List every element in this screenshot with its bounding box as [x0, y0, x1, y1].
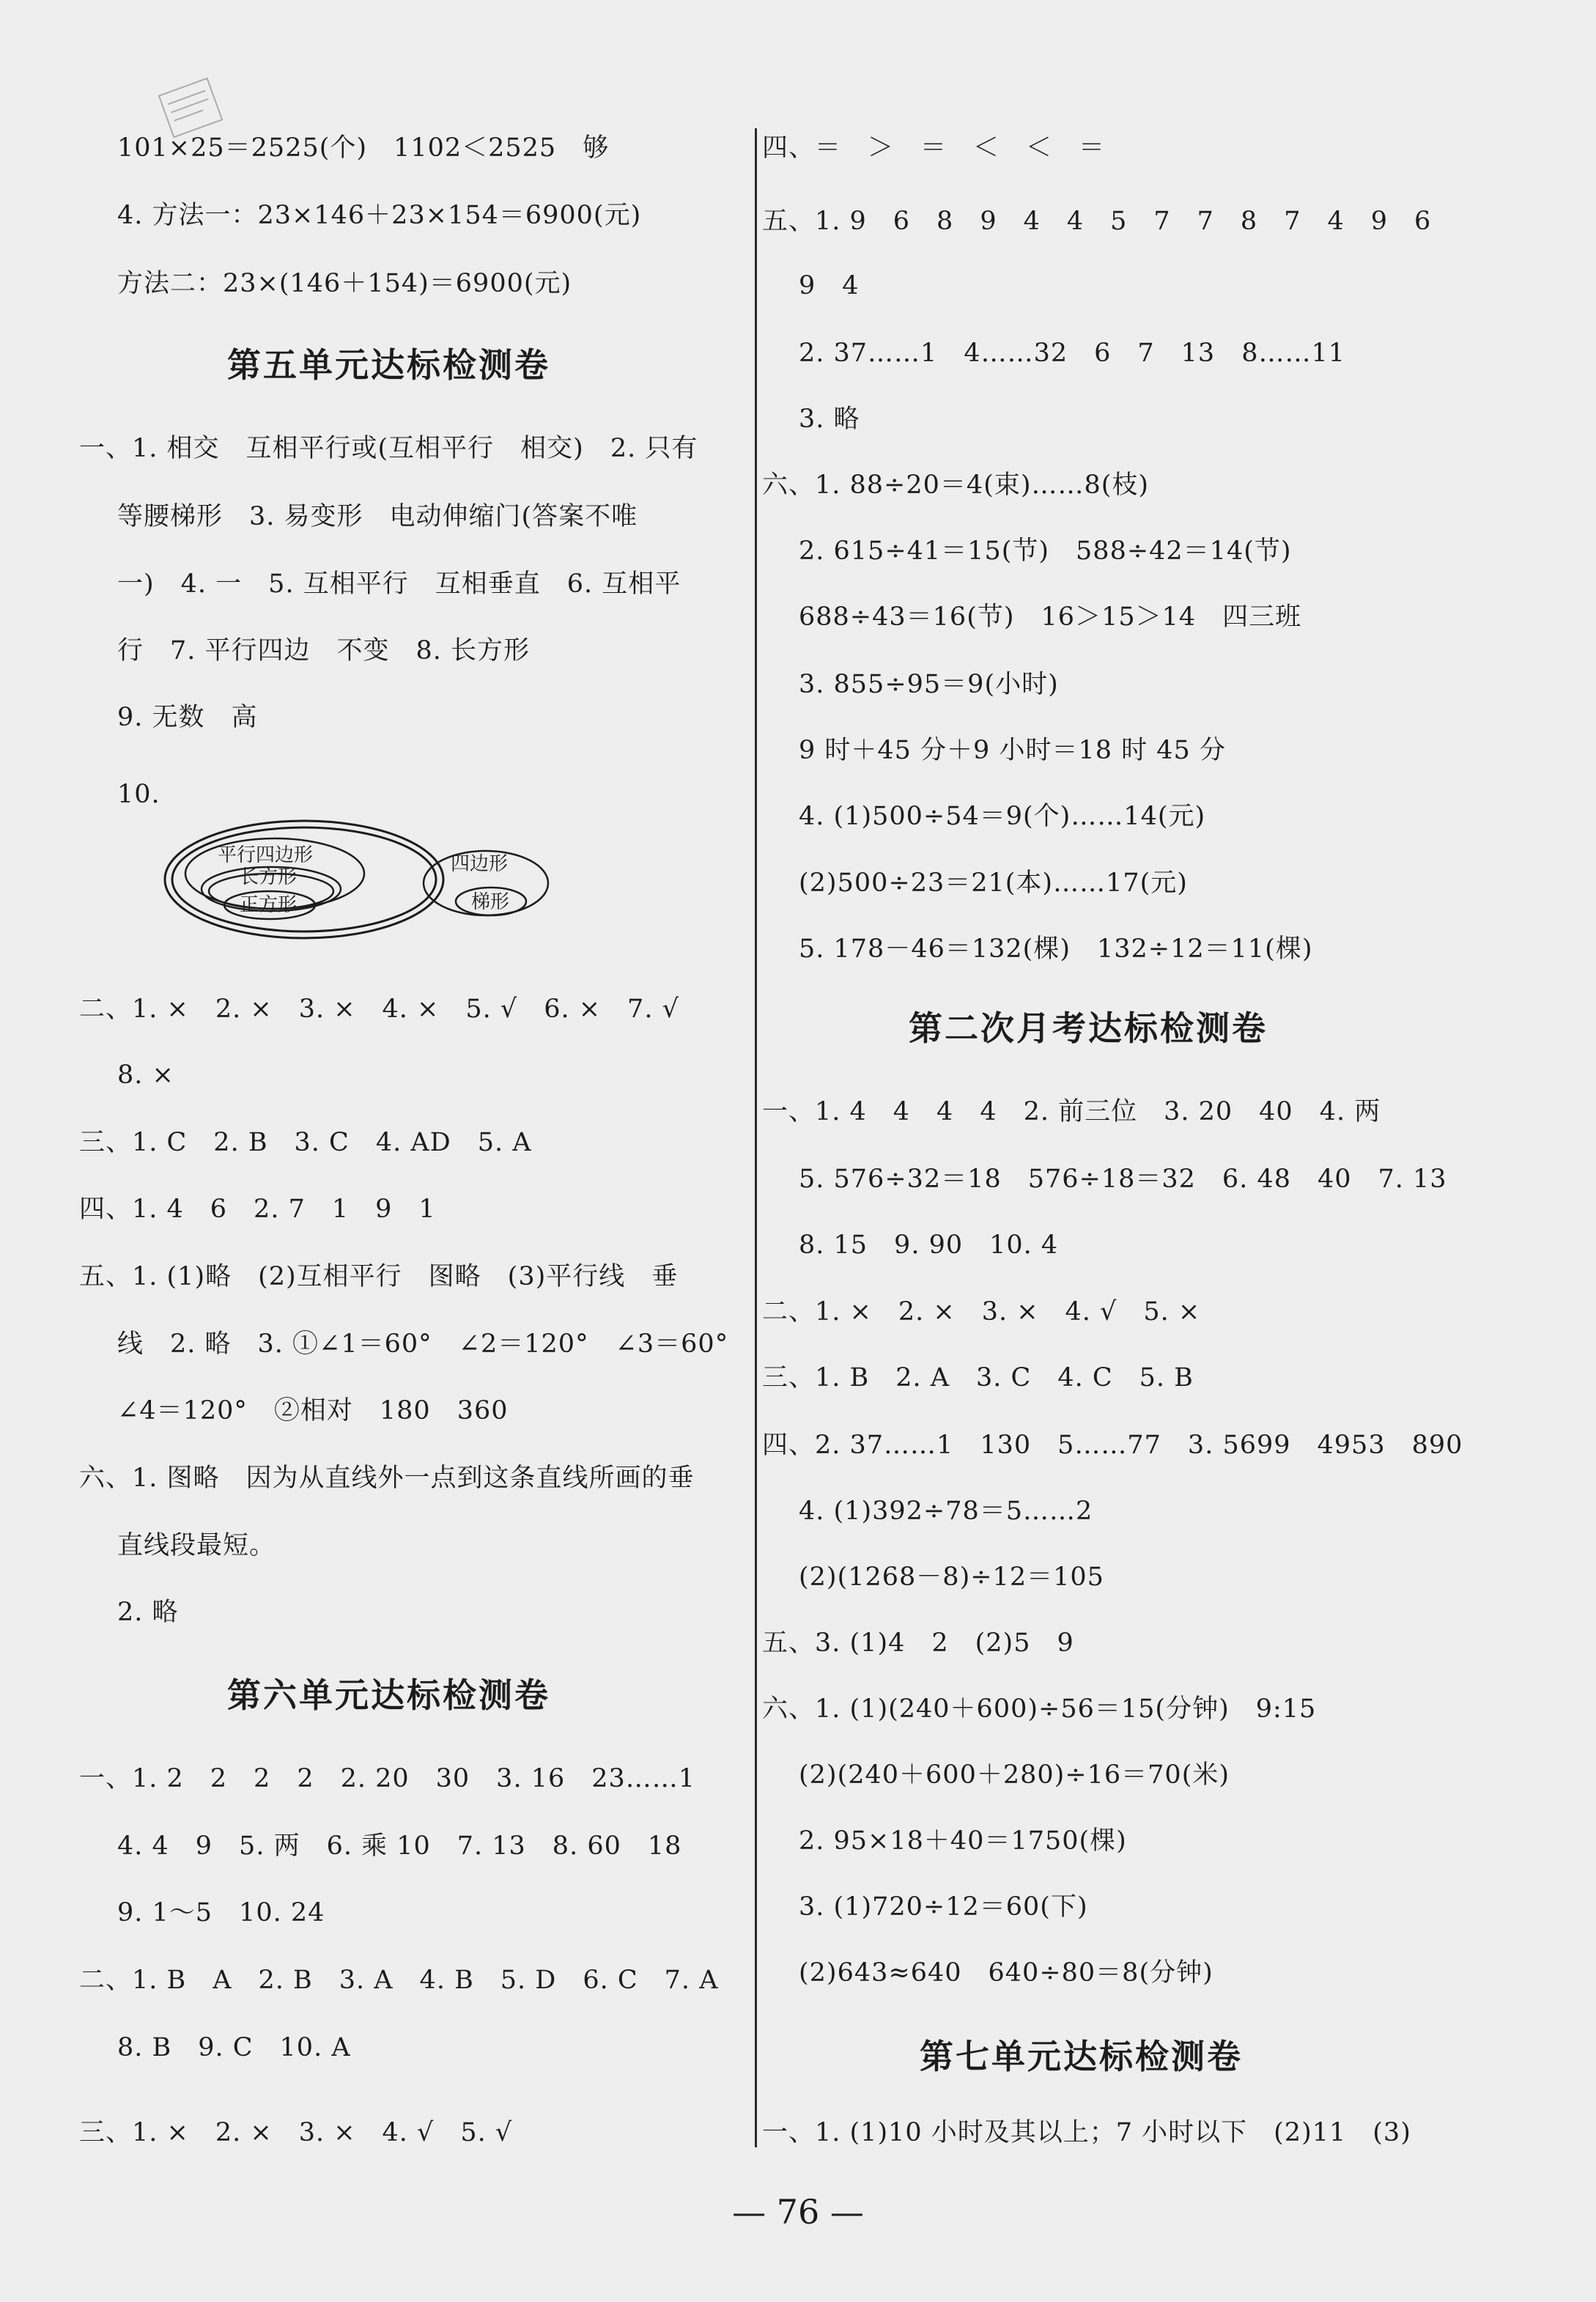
answer-line: 10. [117, 780, 160, 809]
answer-line: 4. (1)392÷78＝5……2 [799, 1497, 1093, 1526]
answer-line: (2)643≈640 640÷80＝8(分钟) [799, 1958, 1213, 1988]
answer-line: 2. 95×18＋40＝1750(棵) [799, 1826, 1127, 1856]
diagram-label-square: 正方形 [240, 894, 298, 916]
answer-line: 3. 855÷95＝9(小时) [799, 670, 1059, 699]
section-heading: 第六单元达标检测卷 [227, 1675, 550, 1715]
answer-line: (2)(240＋600＋280)÷16＝70(米) [799, 1760, 1230, 1790]
answer-line: 六、1. (1)(240＋600)÷56＝15(分钟) 9:15 [762, 1694, 1317, 1724]
answer-line: 三、1. B 2. A 3. C 4. C 5. B [762, 1363, 1194, 1392]
section-heading: 第七单元达标检测卷 [920, 2037, 1243, 2076]
answer-line: 8. B 9. C 10. A [117, 2033, 351, 2062]
answer-line: 9 时＋45 分＋9 小时＝18 时 45 分 [799, 736, 1226, 765]
answer-line: 9. 无数 高 [117, 703, 258, 732]
answer-line: 线 2. 略 3. ①∠1＝60° ∠2＝120° ∠3＝60° [117, 1329, 729, 1359]
answer-line: 9 4 [799, 271, 860, 300]
answer-line: 二、1. × 2. × 3. × 4. √ 5. × [762, 1297, 1201, 1327]
answer-line: 2. 615÷41＝15(节) 588÷42＝14(节) [799, 536, 1292, 566]
answer-line: 五、3. (1)4 2 (2)5 9 [762, 1628, 1074, 1658]
answer-line: 方法二：23×(146＋154)＝6900(元) [117, 269, 572, 298]
answer-line: 8. × [117, 1060, 174, 1090]
answer-line: 3. (1)720÷12＝60(下) [799, 1892, 1088, 1922]
answer-line: 一、1. 4 4 4 4 2. 前三位 3. 20 40 4. 两 [762, 1097, 1381, 1126]
answer-line: 5. 178－46＝132(棵) 132÷12＝11(棵) [799, 934, 1313, 964]
answer-line: (2)(1268－8)÷12＝105 [799, 1563, 1104, 1592]
answer-line: 一、1. (1)10 小时及其以上；7 小时以下 (2)11 (3) [762, 2118, 1411, 2147]
diagram-label-parallelogram: 平行四边形 [218, 844, 314, 866]
answer-line: 一、1. 2 2 2 2 2. 20 30 3. 16 23……1 [79, 1764, 696, 1793]
answer-line: 5. 576÷32＝18 576÷18＝32 6. 48 40 7. 13 [799, 1165, 1447, 1194]
diagram-label-quadrilateral: 四边形 [451, 853, 509, 875]
page-number: — 76 — [732, 2192, 864, 2232]
answer-line: 一) 4. 一 5. 互相平行 互相垂直 6. 互相平 [117, 569, 681, 599]
answer-line: 688÷43＝16(节) 16＞15＞14 四三班 [799, 602, 1302, 632]
answer-line: 直线段最短。 [117, 1531, 276, 1560]
answer-line: 4. 方法一：23×146＋23×154＝6900(元) [117, 201, 642, 230]
answer-line: 一、1. 相交 互相平行或(互相平行 相交) 2. 只有 [79, 434, 698, 463]
section-heading: 第五单元达标检测卷 [227, 345, 550, 385]
column-divider [755, 128, 757, 2147]
answer-line: 四、1. 4 6 2. 7 1 9 1 [79, 1195, 436, 1224]
answer-line: 4. 4 9 5. 两 6. 乘 10 7. 13 8. 60 18 [117, 1831, 682, 1861]
answer-line: 二、1. × 2. × 3. × 4. × 5. √ 6. × 7. √ [79, 995, 679, 1024]
quadrilateral-venn-diagram [158, 810, 568, 956]
answer-line: 三、1. × 2. × 3. × 4. √ 5. √ [79, 2118, 513, 2147]
answer-line: 五、1. 9 6 8 9 4 4 5 7 7 8 7 4 9 6 [762, 207, 1432, 236]
answer-line: 六、1. 88÷20＝4(束)……8(枝) [762, 471, 1150, 500]
diagram-label-trapezoid: 梯形 [471, 891, 510, 913]
answer-line: ∠4＝120° ②相对 180 360 [117, 1396, 509, 1425]
answer-line: 9. 1～5 10. 24 [117, 1898, 325, 1927]
answer-line: 六、1. 图略 因为从直线外一点到这条直线所画的垂 [79, 1464, 695, 1493]
answer-line: 8. 15 9. 90 10. 4 [799, 1231, 1059, 1260]
answer-line: 四、＝ ＞ ＝ ＜ ＜ ＝ [762, 133, 1106, 163]
section-heading: 第二次月考达标检测卷 [909, 1008, 1268, 1048]
answer-line: 4. (1)500÷54＝9(个)……14(元) [799, 802, 1206, 831]
answer-line: (2)500÷23＝21(本)……17(元) [799, 868, 1188, 898]
diagram-label-rectangle: 长方形 [240, 866, 298, 888]
answer-line: 五、1. (1)略 (2)互相平行 图略 (3)平行线 垂 [79, 1262, 679, 1291]
answer-line: 3. 略 [799, 405, 860, 434]
answer-line: 行 7. 平行四边 不变 8. 长方形 [117, 636, 531, 665]
answer-line: 2. 37……1 4……32 6 7 13 8……11 [799, 339, 1346, 368]
answer-line: 二、1. B A 2. B 3. A 4. B 5. D 6. C 7. A [79, 1966, 719, 1995]
answer-line: 101×25＝2525(个) 1102＜2525 够 [117, 133, 610, 163]
answer-line: 2. 略 [117, 1598, 179, 1627]
answer-line: 等腰梯形 3. 易变形 电动伸缩门(答案不唯 [117, 502, 638, 531]
answer-line: 四、2. 37……1 130 5……77 3. 5699 4953 890 [762, 1431, 1463, 1460]
answer-line: 三、1. C 2. B 3. C 4. AD 5. A [79, 1128, 532, 1157]
